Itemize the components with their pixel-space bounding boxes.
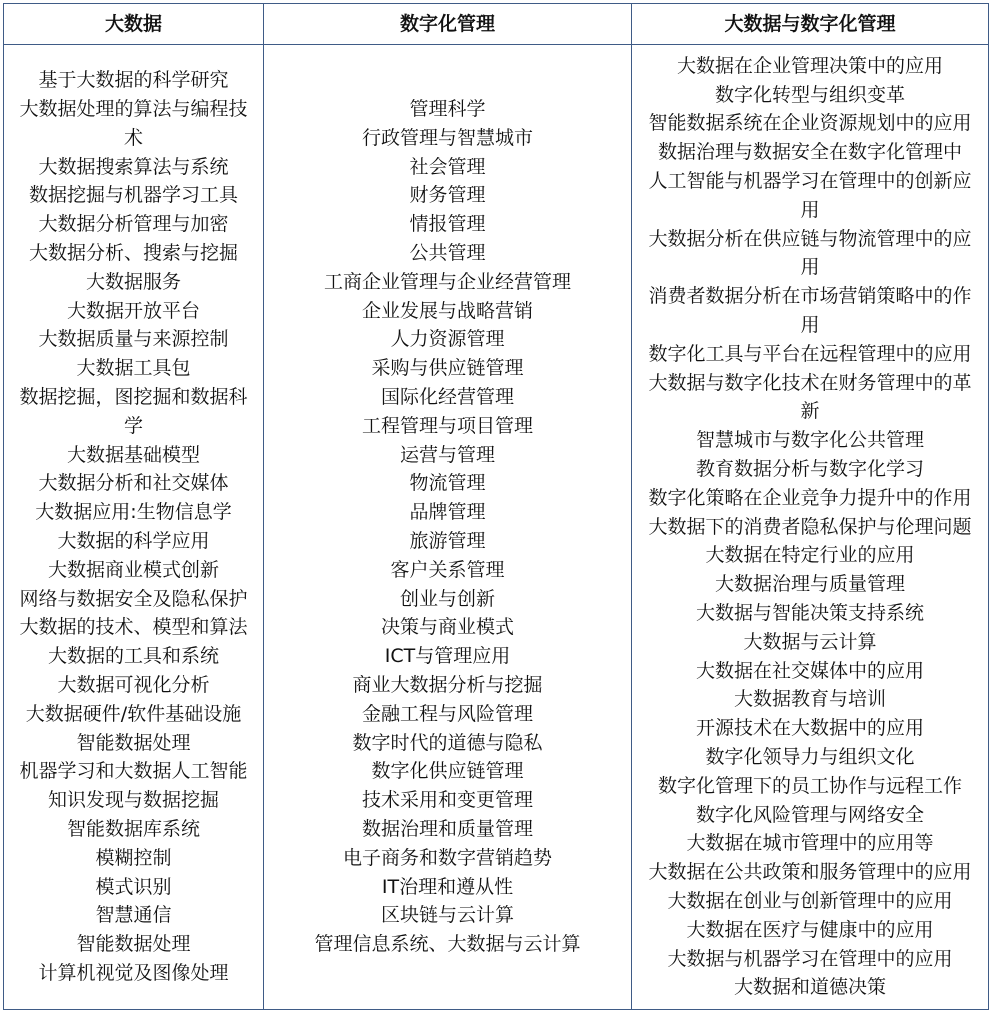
topic-item: 大数据教育与培训 — [733, 688, 886, 711]
topic-item: 人力资源管理 — [390, 328, 505, 351]
topic-item: 大数据质量与来源控制 — [38, 328, 229, 351]
topic-item: 电子商务和数字营销趋势 — [342, 846, 552, 869]
topic-item: 工程管理与项目管理 — [361, 414, 533, 437]
topic-item: 知识发现与数据挖掘 — [47, 789, 219, 812]
column-digital-management — [264, 45, 632, 1010]
topic-item: 商业大数据分析与挖掘 — [352, 673, 543, 696]
column-big-data-and-digital-management — [632, 45, 989, 1010]
topic-item: 创业与创新 — [399, 587, 495, 610]
topic-item: 数字化供应链管理 — [371, 760, 524, 783]
topic-item: 大数据工具包 — [76, 357, 191, 380]
topic-item: 大数据在企业管理决策中的应用 — [676, 54, 943, 77]
topic-item: 数字化转型与组织变革 — [714, 83, 905, 106]
header-big-data-and-digital-management: 大数据与数字化管理 — [632, 4, 989, 45]
topic-item: 情报管理 — [409, 213, 486, 236]
topic-item: 模式识别 — [95, 875, 172, 898]
topic-item: 大数据在社交媒体中的应用 — [695, 659, 924, 682]
topic-item: 智慧通信 — [95, 904, 172, 927]
topic-item: 大数据与智能决策支持系统 — [695, 601, 924, 624]
topic-item: 大数据在城市管理中的应用等 — [686, 832, 934, 855]
topic-item: 数据治理与数据安全在数字化管理中 — [657, 141, 962, 164]
topic-item: 智慧城市与数字化公共管理 — [695, 429, 924, 452]
topic-item: 基于大数据的科学研究 — [38, 69, 229, 92]
topic-item: 数据挖掘与机器学习工具 — [28, 184, 238, 207]
topic-item: 大数据在公共政策和服务管理中的应用 — [648, 861, 972, 884]
topic-item: 模糊控制 — [95, 846, 172, 869]
topic-item: 大数据应用:生物信息学 — [35, 501, 232, 524]
topic-item: 管理科学 — [409, 98, 486, 121]
topic-item: 客户关系管理 — [390, 558, 505, 581]
topic-item: 消费者数据分析在市场营销策略中的作用 — [648, 285, 972, 337]
topic-item: 管理信息系统、大数据与云计算 — [314, 933, 581, 956]
topic-item: 数据挖掘，图挖掘和数据科学 — [19, 386, 248, 437]
topic-item: 大数据分析管理与加密 — [38, 213, 229, 236]
topic-item: 社会管理 — [409, 155, 486, 178]
topic-item: 大数据的技术、模型和算法 — [19, 616, 248, 639]
topic-item: 运营与管理 — [399, 443, 495, 466]
topic-item: 数据治理和质量管理 — [361, 817, 533, 840]
topic-item: 网络与数据安全及隐私保护 — [19, 587, 248, 610]
topic-item: 行政管理与智慧城市 — [361, 126, 533, 149]
topic-item: 旅游管理 — [409, 530, 486, 552]
topic-item: 大数据可视化分析 — [57, 673, 210, 696]
topic-item: 决策与商业模式 — [380, 616, 514, 639]
topic-item: 数字化工具与平台在远程管理中的应用 — [648, 342, 972, 365]
topic-item: 大数据与机器学习在管理中的应用 — [667, 947, 953, 970]
topic-item: IT治理和遵从性 — [381, 875, 514, 898]
topic-item: 数字化风险管理与网络安全 — [695, 803, 924, 826]
topic-item: 大数据分析在供应链与物流管理中的应用 — [648, 227, 972, 279]
topic-item: 人工智能与机器学习在管理中的创新应用 — [648, 170, 972, 221]
topic-item: 大数据商业模式创新 — [47, 558, 219, 581]
topic-item: 智能数据处理 — [76, 731, 191, 754]
topic-item: 大数据的工具和系统 — [47, 645, 219, 668]
topics-table — [3, 3, 989, 1010]
topic-item: 大数据和道德决策 — [733, 976, 886, 999]
topic-item: 大数据与云计算 — [743, 630, 877, 653]
header-row — [4, 4, 989, 45]
topic-item: 数字时代的道德与隐私 — [352, 731, 543, 754]
topic-item: 大数据分析、搜索与挖掘 — [28, 242, 238, 265]
topic-item: 开源技术在大数据中的应用 — [695, 717, 924, 740]
topic-item: 大数据分析和社交媒体 — [38, 472, 229, 495]
topic-item: 采购与供应链管理 — [371, 357, 524, 380]
topic-item: 大数据下的消费者隐私保护与伦理问题 — [648, 515, 972, 538]
topic-item: 教育数据分析与数字化学习 — [695, 458, 924, 480]
topic-item: 智能数据处理 — [76, 933, 191, 956]
header-digital-management: 数字化管理 — [264, 4, 632, 45]
topic-item: 大数据硬件/软件基础设施 — [25, 702, 242, 725]
topic-item: 公共管理 — [409, 242, 486, 265]
topic-item: 智能数据系统在企业资源规划中的应用 — [648, 112, 972, 135]
column-big-data — [4, 45, 264, 1010]
content-row — [4, 45, 989, 1010]
topic-item: 区块链与云计算 — [380, 904, 514, 927]
topic-item: 大数据与数字化技术在财务管理中的革新 — [648, 371, 972, 423]
topic-item: 大数据在创业与创新管理中的应用 — [667, 889, 953, 912]
topic-item: 数字化管理下的员工协作与远程工作 — [657, 774, 962, 797]
topic-item: 数字化领导力与组织文化 — [705, 745, 915, 768]
topic-item: 大数据的科学应用 — [57, 530, 210, 552]
topic-item: 企业发展与战略营销 — [361, 299, 533, 322]
topic-item: 国际化经营管理 — [380, 386, 514, 409]
topic-item: ICT与管理应用 — [384, 645, 511, 668]
topic-item: 财务管理 — [409, 184, 486, 207]
topic-item: 大数据开放平台 — [66, 299, 200, 322]
topic-item: 计算机视觉及图像处理 — [38, 961, 229, 984]
header-big-data: 大数据 — [4, 4, 264, 45]
topic-item: 金融工程与风险管理 — [361, 702, 533, 725]
topic-item: 大数据基础模型 — [66, 443, 200, 466]
topic-item: 数字化策略在企业竞争力提升中的作用 — [648, 486, 972, 509]
topic-item: 大数据治理与质量管理 — [714, 573, 905, 596]
topic-item: 物流管理 — [409, 472, 486, 495]
topic-item: 大数据服务 — [85, 270, 181, 293]
topic-item: 工商企业管理与企业经营管理 — [323, 270, 571, 293]
topic-item: 大数据在医疗与健康中的应用 — [686, 918, 934, 941]
topic-item: 机器学习和大数据人工智能 — [19, 760, 248, 783]
topic-item: 大数据在特定行业的应用 — [705, 544, 915, 567]
topic-item: 大数据搜索算法与系统 — [38, 155, 229, 178]
topic-item: 技术采用和变更管理 — [361, 789, 533, 812]
topic-item: 大数据处理的算法与编程技术 — [19, 98, 248, 149]
topic-item: 智能数据库系统 — [66, 817, 200, 840]
topic-item: 品牌管理 — [409, 501, 486, 524]
